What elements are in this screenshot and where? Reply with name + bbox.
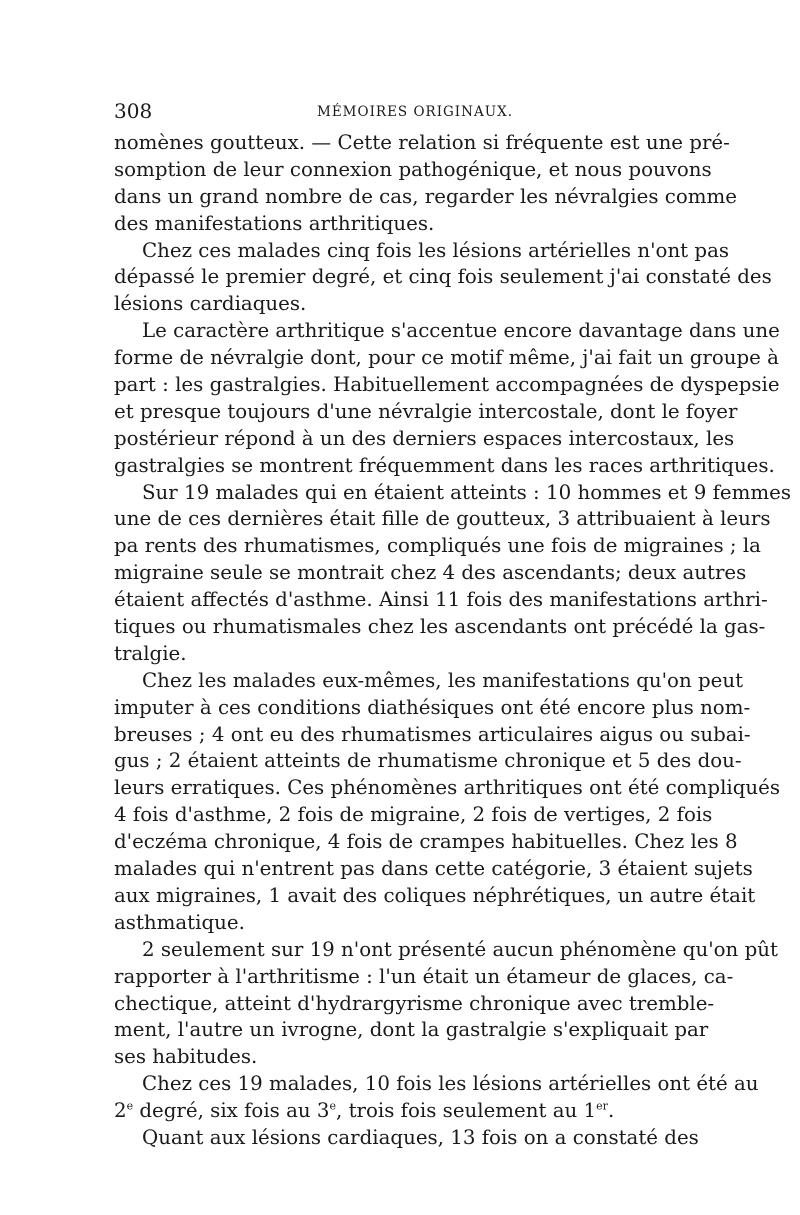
text-line: des manifestations arthritiques. [114,211,435,235]
text-line: étaient affectés d'asthme. Ainsi 11 fois des manifestations arthri- [114,588,768,612]
text-line: pa rents des rhumatismes, compliqués une fois de migraines ; la [114,534,761,558]
text-line: gastralgies se montrent fréquemment dans les races arthritiques. [114,453,775,477]
text-line: ment, l'autre un ivrogne, dont la gastralgie s'expliquait par [114,1018,709,1042]
text-line: migraine seule se montrait chez 4 des ascendants; deux autres [114,561,747,585]
text-line: imputer à ces conditions diathésiques ont été encore plus nom- [114,695,751,719]
text-line: dans un grand nombre de cas, regarder les névralgies comme [114,184,737,208]
text-line: leurs erratiques. Ces phénomènes arthritiques ont été compliqués [114,776,780,800]
text-line: Quant aux lésions cardiaques, 13 fois on a constaté des [142,1125,699,1149]
text-line: tralgie. [114,641,187,665]
text-line: forme de névralgie dont, pour ce motif même, j'ai fait un groupe à [114,346,779,370]
text-line: dépassé le premier degré, et cinq fois seulement j'ai constaté des [114,265,772,289]
page-number: 308 [114,99,153,123]
text-line: part : les gastralgies. Habituellement accompagnées de dyspepsie [114,373,780,397]
superscript: e [126,1099,134,1113]
text-line: ses habitudes. [114,1045,258,1069]
text-line: Chez ces malades cinq fois les lésions artérielles n'ont pas [142,238,730,262]
text-line: Chez ces 19 malades, 10 fois les lésions artérielles ont été au [142,1072,759,1096]
text-line: chectique, atteint d'hydrargyrisme chronique avec tremble- [114,991,715,1015]
superscript: er [596,1099,608,1113]
text-line: rapporter à l'arthritisme : l'un était un étameur de glaces, ca- [114,964,734,988]
text-line: 4 fois d'asthme, 2 fois de migraine, 2 fois de vertiges, 2 fois [114,803,713,827]
text-line: gus ; 2 étaient atteints de rhumatisme chronique et 5 des dou- [114,749,742,773]
text-line: d'eczéma chronique, 4 fois de crampes habituelles. Chez les 8 [114,830,738,854]
text-line: nomènes goutteux. — Cette relation si fréquente est une pré- [114,131,730,154]
text-line: aux migraines, 1 avait des coliques néphrétiques, un autre était [114,883,756,907]
text-line: malades qui n'entrent pas dans cette catégorie, 3 étaient sujets [114,857,753,881]
text-line: Le caractère arthritique s'accentue encore davantage dans une [142,319,780,343]
text-line: lésions cardiaques. [114,292,307,316]
text-line: postérieur répond à un des derniers espaces intercostaux, les [114,426,735,450]
text-line: tiques ou rhumatismales chez les ascendants ont précédé la gas- [114,615,766,639]
text-line: Sur 19 malades qui en étaient atteints : 10 hommes et 9 femmes [142,480,791,504]
text-line: somption de leur connexion pathogénique, et nous pouvons [114,157,712,181]
superscript: e [329,1099,337,1113]
running-title: MÉMOIRES ORIGINAUX. [317,104,513,120]
text-line: Chez les malades eux-mêmes, les manifestations qu'on peut [142,668,744,692]
text-line: une de ces dernières était fille de goutteux, 3 attribuaient à leurs [114,507,771,531]
text-line: asthmatique. [114,910,245,934]
text-line: et presque toujours d'une névralgie intercostale, dont le foyer [114,399,738,423]
text-line: 2e degré, six fois au 3e, trois fois seulement au 1er. [114,1099,615,1123]
text-line: breuses ; 4 ont eu des rhumatismes articulaires aigus ou subai- [114,722,751,746]
body-text [114,130,791,1152]
text-line: 2 seulement sur 19 n'ont présenté aucun phénomène qu'on pût [142,937,778,961]
page-header [114,98,688,128]
